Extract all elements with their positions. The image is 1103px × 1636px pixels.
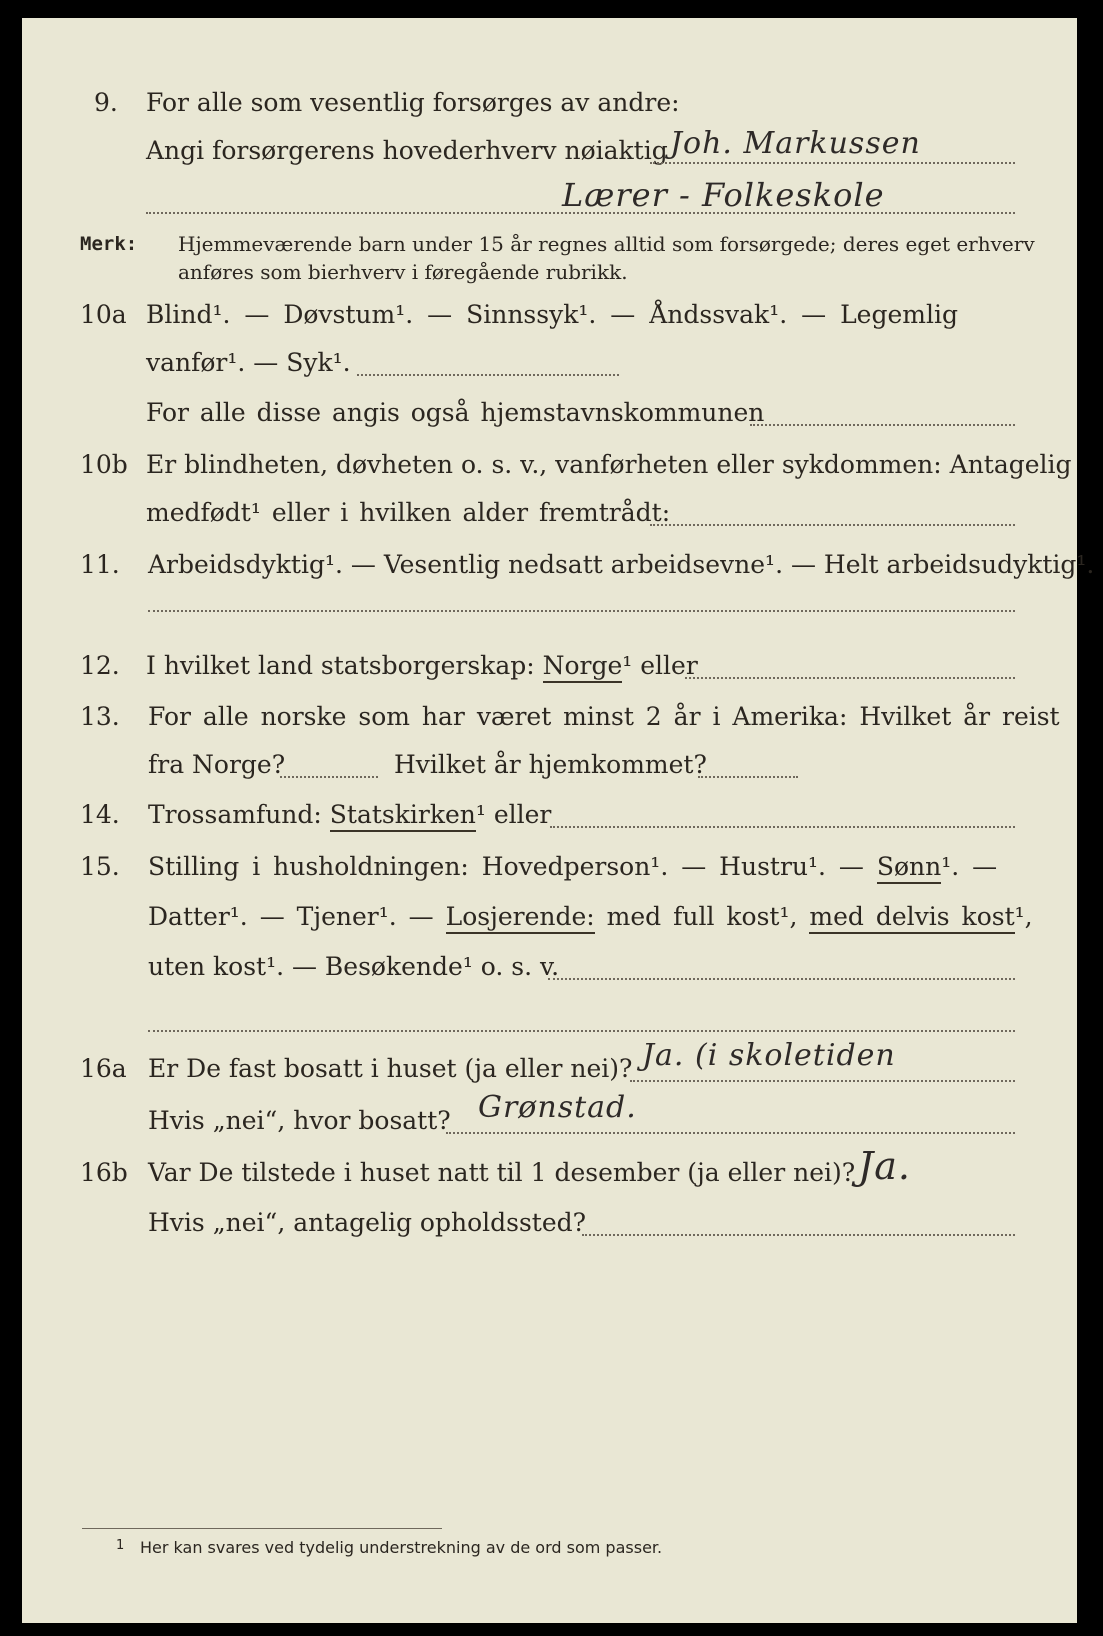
q14-line [148,800,551,830]
q9-answer-line1 [650,162,1015,164]
q14-prefix: Trossamfund: [148,800,322,829]
q10a-line2: vanfør¹. — Syk¹. [146,348,351,377]
q15-line2-a: Datter¹. — Tjener¹. — [148,902,434,931]
q12-suffix: ¹ eller [622,651,698,680]
q16a-line2: Hvis „nei“, hvor bosatt? [148,1106,451,1135]
footnote-text: Her kan svares ved tydelig understrekning av de ord som passer. [140,1538,663,1557]
q16a-handwritten-answer1: Ja. (i skoletiden [642,1038,896,1073]
q13-part-a: fra Norge? [148,750,286,779]
q9-number: 9. [94,88,118,117]
q16a-number: 16a [80,1054,127,1083]
footnote-rule [82,1528,442,1529]
q16a-line1: Er De fast bosatt i huset (ja eller nei)? [148,1054,633,1083]
q14-suffix: ¹ eller [475,800,552,829]
q16b-line2: Hvis „nei“, antagelig opholdssted? [148,1208,587,1237]
q11-number: 11. [80,550,120,579]
q13-answer-line1 [280,776,378,778]
q10a-answer-line2 [750,424,1015,426]
q14-answer-line [550,826,1015,828]
merk-label: Merk: [80,233,138,255]
q15-line1 [148,852,997,882]
q13-number: 13. [80,702,120,731]
q12-answer-line [685,677,1015,679]
q10b-answer-line [650,524,1015,526]
q16a-answer-line1 [630,1080,1015,1082]
q13-answer-line2 [698,776,798,778]
q10a-number: 10a [80,300,127,329]
q12-underlined-norge: Norge [543,651,623,683]
q13-line1: For alle norske som har været minst 2 år i Amerika: Hvilket år reist [148,702,1060,731]
q14-underlined-statskirken: Statskirken [330,800,476,832]
q15-line2 [148,902,1033,932]
footnote-mark: 1 [116,1538,125,1553]
q13-part-b: Hvilket år hjemkommet? [394,750,707,779]
q9-handwritten-answer2: Lærer - Folkeskole [562,176,885,214]
q15-answer-line1 [548,978,1015,980]
q14-number: 14. [80,800,120,829]
q15-answer-line2 [148,1030,1015,1032]
q15-underlined-losjerende: Losjerende: [446,902,595,934]
q15-number: 15. [80,852,120,881]
q16a-answer-line2 [446,1132,1015,1134]
q15-line2-b: med full kost¹, [606,902,798,931]
q15-underlined-delvis-kost: med delvis kost [809,902,1014,934]
q15-line3: uten kost¹. — Besøkende¹ o. s. v. [148,952,560,981]
q9-line1: For alle som vesentlig forsørges av andre: [146,88,680,117]
q12-number: 12. [80,651,120,680]
census-form-page [22,18,1095,1623]
q9-handwritten-answer1: Joh. Markussen [670,126,921,161]
q10a-line3: For alle disse angis også hjemstavnskommunen [146,398,765,427]
q10b-number: 10b [80,450,128,479]
q10b-line1: Er blindheten, døvheten o. s. v., vanførheten eller sykdommen: Antagelig [146,450,1072,479]
q16b-line1: Var De tilstede i huset natt til 1 desember (ja eller nei)? [148,1158,856,1187]
q12-prefix: I hvilket land statsborgerskap: [146,651,535,680]
merk-line2: anføres som bierhverv i føregående rubrikk. [178,260,628,284]
q15-underlined-sonn: Sønn [877,852,941,884]
q16b-number: 16b [80,1158,128,1187]
merk-line1: Hjemmeværende barn under 15 år regnes alltid som forsørgede; deres eget erhverv [178,232,1035,256]
q15-line1-a: Stilling i husholdningen: Hovedperson¹. — Hustru¹. — [148,852,864,881]
q16b-answer-line [582,1234,1015,1236]
q16a-handwritten-answer2: Grønstad. [478,1090,637,1125]
q10b-line2: medfødt¹ eller i hvilken alder fremtrådt: [146,498,671,527]
q11-line1: Arbeidsdyktig¹. — Vesentlig nedsatt arbeidsevne¹. — Helt arbeidsudyktig¹. [148,550,1095,579]
q15-line2-c: ¹, [1014,902,1033,931]
q15-line1-b: ¹. — [941,852,998,881]
q12-line [146,651,698,681]
q10a-line1: Blind¹. — Døvstum¹. — Sinnssyk¹. — Åndssvak¹. — Legemlig [146,300,958,329]
q11-answer-line [148,610,1015,612]
q10a-answer-line1 [357,374,619,376]
q9-line2: Angi forsørgerens hovederhverv nøiaktig [146,136,668,165]
q16b-handwritten-answer1: Ja. [858,1144,911,1188]
